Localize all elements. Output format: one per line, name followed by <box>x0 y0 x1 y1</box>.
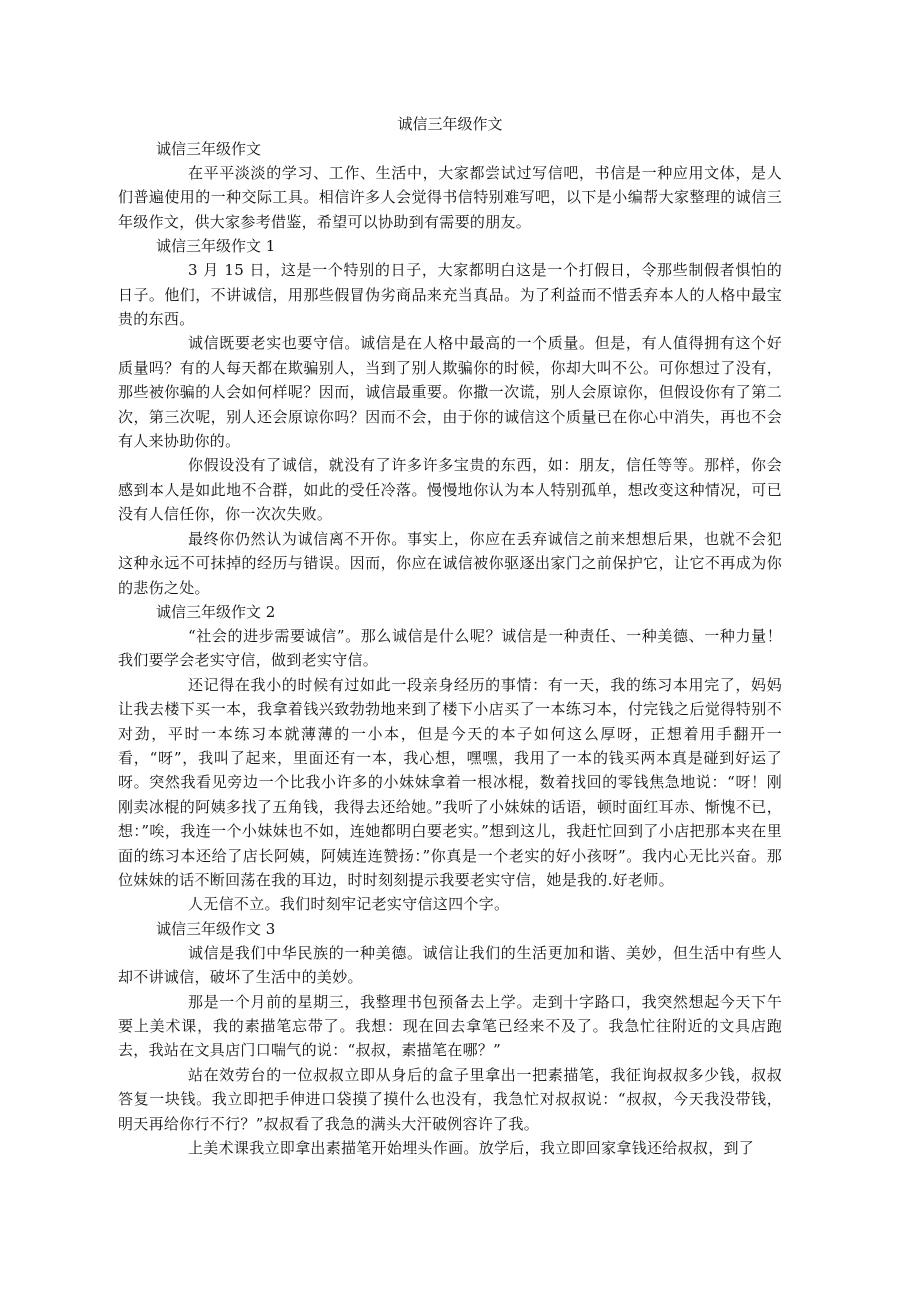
paragraph: 3 月 15 日，这是一个特别的日子，大家都明白这是一个打假日，令那些制假者惧怕的日子。他们，不讲诚信，用那些假冒伪劣商品来充当真品。为了利益而不惜丢弃本人的人格中最宝贵的东西。 <box>118 261 782 329</box>
paragraph: “社会的进步需要诚信”。那么诚信是什么呢？诚信是一种责任、一种美德、一种力量！我们要学会老实守信，做到老实守信。 <box>118 626 782 670</box>
paragraph: 人无信不立。我们时刻牢记老实守信这四个字。 <box>188 895 510 914</box>
paragraph: 那是一个月前的星期三，我整理书包预备去上学。走到十字路口，我突然想起今天下午要上美术课，我的素描笔忘带了。我想：现在回去拿笔已经来不及了。我急忙往附近的文具店跑去，我站在文具店门口喘气的说：“叔叔，素描笔在哪？” <box>118 992 782 1060</box>
paragraph: 还记得在我小的时候有过如此一段亲身经历的事情：有一天，我的练习本用完了，妈妈让我去楼下买一本，我拿着钱兴致勃勃地来到了楼下小店买了一本练习本，付完钱之后觉得特别不对劲，平时一本练习本就薄薄的一小本，但是今天的本子如何这么厚呀，正想着用手翻开一看，“呀”，我叫了起来，里面还有一本，我心想，嘿嘿，我用了一本的钱买两本真是碰到好运了呀。突然我看见旁边一个比我小许多的小妹妹拿着一根冰棍，数着找回的零钱焦急地说：“呀！刚刚卖冰棍的阿姨多找了五角钱，我得去还给她。”我听了小妹妹的话语，顿时面红耳赤、惭愧不已，想：”唉，我连一个小妹妹也不如，连她都明白要老实。”想到这儿，我赶忙回到了小店把那本夹在里面的练习本还给了店长阿姨，阿姨连连赞扬：”你真是一个老实的好小孩呀”。我内心无比兴奋。那位妹妹的话不断回荡在我的耳边，时时刻刻提示我要老实守信，她是我的.好老师。 <box>118 675 782 889</box>
document-page <box>118 112 782 1160</box>
paragraph: 你假设没有了诚信，就没有了许多许多宝贵的东西，如：朋友，信任等等。那样，你会感到本人是如此地不合群，如此的受任冷落。慢慢地你认为本人特别孤单，想改变这种情况，可已没有人信任你，你一次次失败。 <box>118 456 782 524</box>
paragraph: 在平平淡淡的学习、工作、生活中，大家都尝试过写信吧，书信是一种应用文体，是人们普遍使用的一种交际工具。相信许多人会觉得书信特别难写吧，以下是小编帮大家整理的诚信三年级作文，供大家参考借鉴，希望可以协助到有需要的朋友。 <box>118 164 782 231</box>
section-heading: 诚信三年级作文 3 <box>156 919 276 938</box>
paragraph: 最终你仍然认为诚信离不开你。事实上，你应在丢弃诚信之前来想想后果，也就不会犯这种永远不可抹掉的经历与错误。因而，你应在诚信被你驱逐出家门之前保护它，让它不再成为你的悲伤之处。 <box>118 529 782 597</box>
paragraph: 上美术课我立即拿出素描笔开始埋头作画。放学后，我立即回家拿钱还给叔叔，到了 <box>188 1139 755 1158</box>
paragraph: 诚信是我们中华民族的一种美德。诚信让我们的生活更加和谐、美妙，但生活中有些人却不讲诚信，破坏了生活中的美妙。 <box>118 943 782 987</box>
section-heading: 诚信三年级作文 2 <box>156 602 276 621</box>
section-heading: 诚信三年级作文 1 <box>156 237 276 256</box>
document-title: 诚信三年级作文 <box>397 115 503 133</box>
paragraph: 诚信既要老实也要守信。诚信是在人格中最高的一个质量。但是，有人值得拥有这个好质量吗？有的人每天都在欺骗别人，当到了别人欺骗你的时候，你却大叫不公。可你想过了没有，那些被你骗的人会如何样呢？因而，诚信最重要。你撒一次谎，别人会原谅你，但假设你有了第二次，第三次呢，别人还会原谅你吗？因而不会，由于你的诚信这个质量已在你心中消失，再也不会有人来协助你的。 <box>118 334 782 451</box>
paragraph: 站在效劳台的一位叔叔立即从身后的盒子里拿出一把素描笔，我征询叔叔多少钱，叔叔答复一块钱。我立即把手伸进口袋摸了摸什么也没有，我急忙对叔叔说：“叔叔，今天我没带钱，明天再给你行不行？”叔叔看了我急的满头大汗破例容许了我。 <box>118 1065 782 1133</box>
section-heading: 诚信三年级作文 <box>156 140 262 158</box>
